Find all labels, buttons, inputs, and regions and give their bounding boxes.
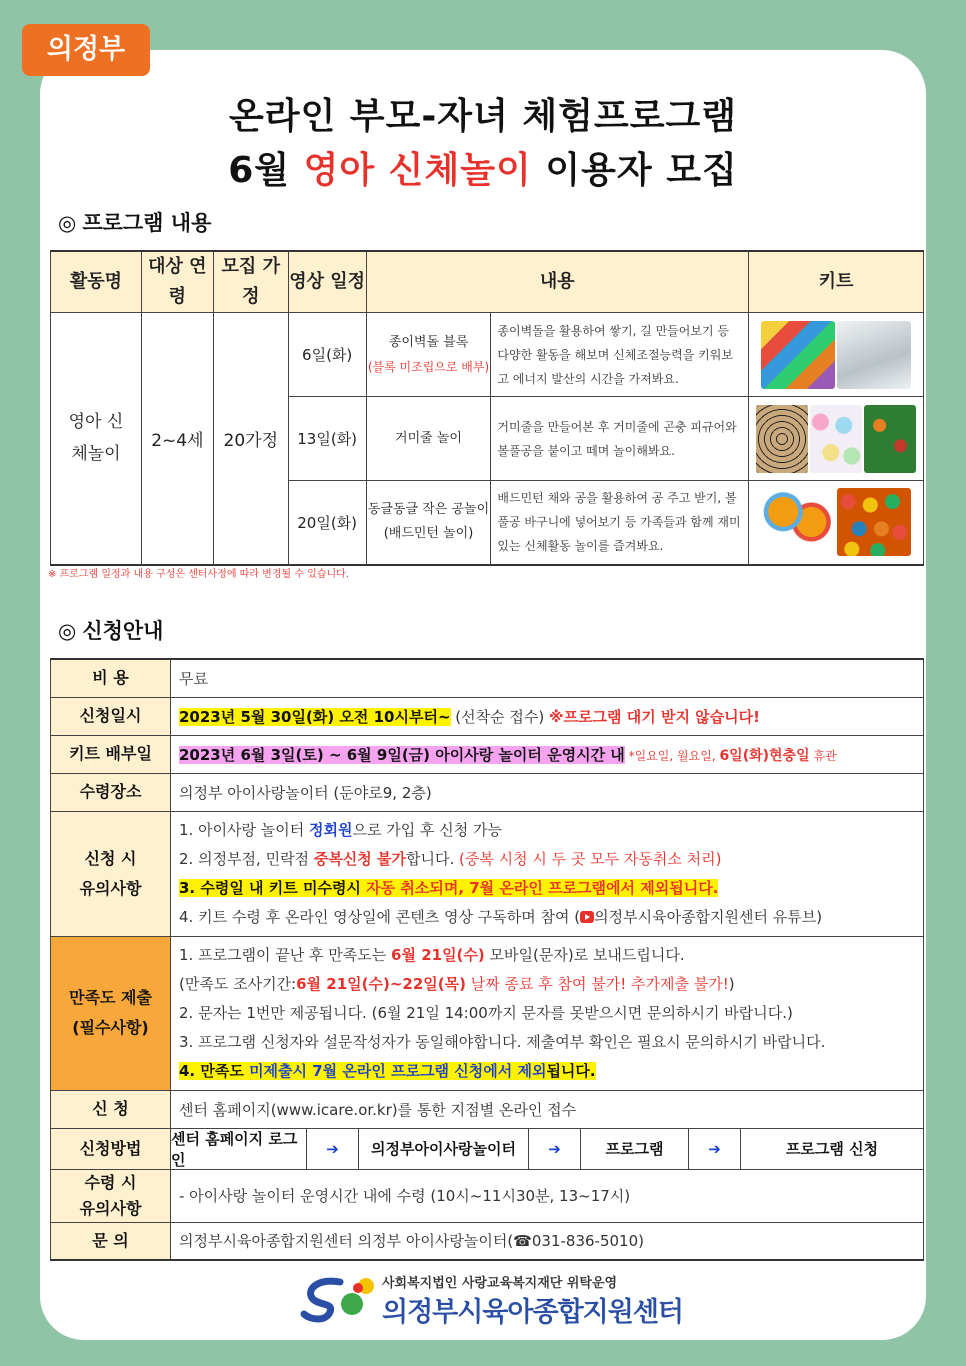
activity-name: 영아 신체놀이 xyxy=(51,313,142,565)
period-mid: (선착순 접수) xyxy=(450,707,549,726)
caution-item xyxy=(179,874,915,903)
contact-phone: ☎031-836-5010) xyxy=(513,1232,644,1251)
fee-label: 비 용 xyxy=(51,659,171,697)
period-label: 신청일시 xyxy=(51,697,171,735)
caution-item xyxy=(179,903,915,932)
caution-text: 합니다. xyxy=(406,849,460,868)
survey-emphasis: 6월 21일(수) xyxy=(391,945,485,964)
section-heading-program xyxy=(58,207,211,237)
activity-description: 종이벽돌을 활용하여 쌓기, 길 만들어보기 등 다양한 활동을 해보며 신체조절능력을 키워보고 에너지 발산의 시간을 가져봐요. xyxy=(491,313,749,397)
center-logo-icon xyxy=(300,1274,380,1326)
footer xyxy=(300,1270,683,1330)
receive-label xyxy=(51,1169,171,1222)
contact-text: 의정부시육아종합지원센터 의정부 아이사랑놀이터( xyxy=(179,1232,514,1251)
activity-cell xyxy=(366,481,491,565)
survey-text: 됩니다. xyxy=(546,1061,596,1080)
section-heading-label: 신청안내 xyxy=(82,619,164,643)
kit-date-holiday: 6일(화)현충일 xyxy=(719,747,810,764)
header-kit: 키트 xyxy=(748,251,923,313)
activity-description: 거미줄을 만들어본 후 거미줄에 곤충 피규어와 볼풀공을 붙이고 떼며 놀이해봐요. xyxy=(491,397,749,481)
activity-description: 배드민턴 채와 공을 활용하여 공 주고 받기, 볼풀공 바구니에 넣어보기 등 가족들과 함께 재미있는 신체활동 놀이를 즐겨봐요. xyxy=(491,481,749,565)
caution-text: 2. 의정부점, 민락점 xyxy=(179,849,314,868)
page-title: 온라인 부모-자녀 체험프로그램 xyxy=(228,96,738,137)
subtitle-month: 6월 xyxy=(228,150,304,191)
survey-text: (만족도 조사기간: xyxy=(179,974,297,993)
survey-text: ) xyxy=(728,974,735,993)
caution-emphasis: 자동 취소되며, 7월 온라인 프로그램에서 제외됩니다. xyxy=(366,878,719,897)
period-value xyxy=(171,697,924,735)
method-step-playground: 의정부아이사랑놀이터 xyxy=(359,1129,529,1169)
ball-pool-image xyxy=(810,405,862,473)
kit-images xyxy=(748,313,923,397)
contact-label: 문 의 xyxy=(51,1222,171,1260)
subtitle-highlight: 영아 신체놀이 xyxy=(303,150,532,191)
caution-text: 1. 아이사랑 놀이터 xyxy=(179,820,310,839)
method-step-apply: 프로그램 신청 xyxy=(785,1140,879,1158)
kit-date-note: *일요일, 월요일, xyxy=(624,748,720,763)
subtitle-tail: 이용자 모집 xyxy=(531,150,738,191)
header-age: 대상 연령 xyxy=(141,251,213,313)
survey-item: 2. 문자는 1번만 제공됩니다. (6월 21일 14:00까지 문자를 못받으시면 문의하시기 바랍니다.) xyxy=(179,1003,793,1022)
activity-title: 동글동글 작은 공놀이 xyxy=(367,502,490,518)
spider-web-image xyxy=(756,405,808,473)
footer-subtitle: 사회복지법인 사랑교육복지재단 위탁운영 xyxy=(382,1276,618,1291)
method-step-login: 센터 홈페이지 로그인 xyxy=(171,1129,307,1169)
survey-item xyxy=(179,941,915,970)
brick-pack-image xyxy=(837,321,911,389)
schedule-notice: ※ 프로그램 일정과 내용 구성은 센터사정에 따라 변경될 수 있습니다. xyxy=(48,569,349,580)
region-tag: 의정부 xyxy=(22,24,150,76)
badminton-racket-image xyxy=(761,488,835,556)
survey-item xyxy=(179,970,915,999)
survey-label-line1: 만족도 제출 xyxy=(69,988,152,1007)
target-age: 2~4세 xyxy=(141,313,213,565)
caution-item xyxy=(179,816,915,845)
caution-label xyxy=(51,811,171,936)
program-table xyxy=(50,250,924,566)
header-activity: 활동명 xyxy=(51,251,142,313)
kit-date-highlight: 2023년 6월 3일(토) ~ 6월 9일(금) 아이사랑 놀이터 운영시간 내 xyxy=(179,745,625,764)
survey-label-line2: (필수사항) xyxy=(72,1018,149,1037)
header-schedule: 영상 일정 xyxy=(288,251,366,313)
survey-item xyxy=(179,1057,915,1086)
survey-text: 4. 만족도 xyxy=(179,1061,250,1080)
receive-value: - 아이사랑 놀이터 운영시간 내에 수령 (10시~11시30분, 13~17시) xyxy=(171,1169,924,1222)
method-step-program: 프로그램 xyxy=(581,1129,689,1169)
arrow-right-icon: ➔ xyxy=(689,1129,741,1169)
schedule-date: 6일(화) xyxy=(288,313,366,397)
footer-org-name: 의정부시육아종합지원센터 xyxy=(382,1297,683,1328)
place-label: 수령장소 xyxy=(51,773,171,811)
survey-text: 1. 프로그램이 끝난 후 만족도는 xyxy=(179,945,392,964)
kit-date-closed: 휴관 xyxy=(809,748,837,763)
survey-label xyxy=(51,936,171,1090)
page-subtitle xyxy=(0,142,966,193)
survey-emphasis: 6월 21일(수)~22일(목) xyxy=(296,974,466,993)
activity-cell xyxy=(366,397,491,481)
header-families: 모집 가정 xyxy=(213,251,288,313)
activity-note: (배드민턴 놀이) xyxy=(383,526,474,542)
survey-warning: 날짜 종료 후 참여 불가! 추가제출 불가! xyxy=(465,974,729,993)
method-label: 신청방법 xyxy=(51,1128,171,1169)
caution-highlight xyxy=(179,879,718,897)
section-heading-label: 프로그램 내용 xyxy=(82,211,212,235)
caution-label-line2: 유의사항 xyxy=(79,878,142,898)
period-warning: ※프로그램 대기 받지 않습니다! xyxy=(548,707,760,726)
family-count: 20가정 xyxy=(213,313,288,565)
arrow-right-icon: ➔ xyxy=(307,1129,359,1169)
caution-emphasis: 정회원 xyxy=(309,820,353,839)
caution-label-line1: 신청 시 xyxy=(84,848,137,868)
paper-brick-image xyxy=(761,321,835,389)
survey-highlight xyxy=(179,1062,596,1080)
bullet-icon: ◎ xyxy=(58,211,77,235)
header-content: 내용 xyxy=(366,251,748,313)
activity-title: 종이벽돌 블록 xyxy=(388,334,469,350)
survey-list xyxy=(171,936,924,1090)
activity-note: (블록 미조립으로 배부) xyxy=(367,359,490,374)
kit-date-label: 키트 배부일 xyxy=(51,735,171,773)
receive-label-line2: 유의사항 xyxy=(79,1198,142,1218)
application-table xyxy=(50,658,924,1261)
period-highlight: 2023년 5월 30일(화) 오전 10시부터~ xyxy=(179,707,451,726)
activity-title: 거미줄 놀이 xyxy=(395,430,462,446)
apply-value: 센터 홈페이지(www.icare.or.kr)를 통한 지점별 온라인 접수 xyxy=(171,1090,924,1128)
schedule-date: 13일(화) xyxy=(288,397,366,481)
survey-item: 3. 프로그램 신청자와 설문작성자가 동일해야합니다. 제출여부 확인은 필요시 문의하시기 바랍니다. xyxy=(179,1032,826,1051)
bullet-icon: ◎ xyxy=(58,619,77,643)
arrow-right-icon: ➔ xyxy=(529,1129,581,1169)
kit-date-value xyxy=(171,735,924,773)
caution-item xyxy=(179,845,915,874)
insect-figure-image xyxy=(864,405,916,473)
activity-cell xyxy=(366,313,491,397)
caution-text: 4. 키트 수령 후 온라인 영상일에 콘텐츠 영상 구독하며 참여 ( xyxy=(179,907,581,926)
caution-text: 으로 가입 후 신청 가능 xyxy=(352,820,503,839)
section-heading-apply xyxy=(58,615,163,645)
method-flow xyxy=(171,1128,924,1169)
caution-text: 3. 수령일 내 키트 미수령시 xyxy=(179,878,367,897)
youtube-icon xyxy=(580,911,594,923)
receive-label-line1: 수령 시 xyxy=(84,1172,137,1192)
kit-images xyxy=(748,481,923,565)
caution-warning: (중복 시청 시 두 곳 모두 자동취소 처리) xyxy=(459,849,722,868)
place-value: 의정부 아이사랑놀이터 (둔야로9, 2층) xyxy=(171,773,924,811)
kit-images xyxy=(748,397,923,481)
survey-text: 모바일(문자)로 보내드립니다. xyxy=(484,945,685,964)
youtube-channel-name: 의정부시육아종합지원센터 유튜브) xyxy=(594,907,823,926)
caution-emphasis: 중복신청 불가 xyxy=(313,849,406,868)
survey-emphasis: 미제출시 7월 온라인 프로그램 신청에서 제외 xyxy=(249,1061,547,1080)
schedule-date: 20일(화) xyxy=(288,481,366,565)
fee-value: 무료 xyxy=(171,659,924,697)
caution-list xyxy=(171,811,924,936)
ball-basket-image xyxy=(837,488,911,556)
contact-value xyxy=(171,1222,924,1260)
apply-label: 신 청 xyxy=(51,1090,171,1128)
